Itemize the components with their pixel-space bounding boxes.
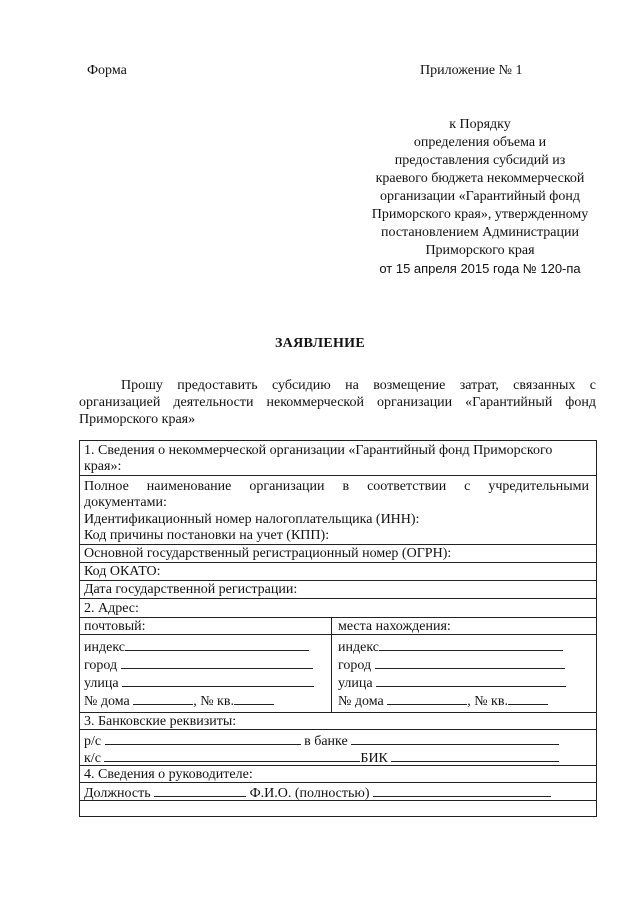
- kpp-field[interactable]: Код причины постановки на учет (КПП):: [84, 528, 330, 543]
- full-name-label-cont: документами:: [84, 495, 167, 510]
- okato-field[interactable]: Код ОКАТО:: [84, 564, 161, 579]
- postal-index-field[interactable]: [80, 638, 309, 656]
- postal-address-label: почтовый:: [84, 619, 146, 634]
- intro-paragraph: [79, 377, 596, 428]
- section-4-row: [80, 766, 596, 783]
- reference-line: Приморского края», утвержденному: [371, 207, 589, 222]
- street-label: улица: [338, 676, 373, 691]
- postal-index-blank[interactable]: [125, 638, 309, 651]
- location-street-blank[interactable]: [376, 674, 566, 687]
- location-street-field[interactable]: [334, 674, 566, 692]
- section-2-title: 2. Адрес:: [84, 601, 139, 616]
- postal-apt-blank[interactable]: [234, 692, 274, 705]
- intro-text: Прошу предоставить субсидию на возмещение затрат, связанных с организацией деятельности некоммерческой организации «Гарантийный фонд Приморского края»: [79, 378, 596, 427]
- address-column-divider: [331, 618, 332, 713]
- address-details-row: [80, 635, 596, 713]
- section-1-title: 1. Сведения о некоммерческой организации «Гарантийный фонд Приморского: [84, 443, 553, 458]
- position-blank[interactable]: [154, 784, 246, 797]
- postal-city-blank[interactable]: [121, 656, 313, 669]
- bik-label: БИК: [360, 751, 388, 766]
- location-address-label: места нахождения:: [338, 619, 451, 634]
- city-label: город: [84, 658, 118, 673]
- okato-row: [80, 563, 596, 581]
- reference-line: определения объема и: [413, 135, 547, 150]
- section-2-row: [80, 599, 596, 618]
- bank-label: в банке: [304, 734, 348, 749]
- bank-details-row: [80, 730, 596, 766]
- apt-label: , № кв.: [193, 694, 234, 709]
- reg-date-row: [80, 581, 596, 599]
- ks-label: к/с: [84, 751, 101, 766]
- ks-blank[interactable]: [104, 749, 360, 762]
- document-title: ЗАЯВЛЕНИЕ: [274, 336, 365, 351]
- fio-label: Ф.И.О. (полностью): [249, 786, 370, 801]
- location-house-field[interactable]: [334, 692, 548, 710]
- rs-field[interactable]: [80, 732, 559, 750]
- reference-line: краевого бюджета некоммерческой: [375, 171, 585, 186]
- reference-line: предоставления субсидий из: [394, 153, 566, 168]
- rs-label: р/с: [84, 734, 102, 749]
- location-city-blank[interactable]: [375, 656, 565, 669]
- postal-street-field[interactable]: [80, 674, 314, 692]
- form-label: Форма: [87, 63, 127, 78]
- org-details-row: [80, 476, 596, 545]
- section-1-title-cont: края»:: [84, 459, 122, 474]
- index-label: индекс: [338, 640, 379, 655]
- position-label: Должность: [84, 786, 151, 801]
- section-3-row: [80, 713, 596, 730]
- address-type-row: [80, 618, 596, 635]
- index-label: индекс: [84, 640, 125, 655]
- director-row: [80, 783, 596, 801]
- fio-blank[interactable]: [373, 784, 551, 797]
- decree-date-line: от 15 апреля 2015 года № 120-па: [379, 261, 581, 276]
- postal-house-blank[interactable]: [133, 692, 193, 705]
- postal-house-field[interactable]: [80, 692, 274, 710]
- section-1-row: [80, 441, 596, 476]
- postal-city-field[interactable]: [80, 656, 313, 674]
- full-name-label[interactable]: Полное наименование организации в соответствии с учредительными: [84, 479, 589, 494]
- appendix-reference: [330, 116, 630, 278]
- reference-line: организации «Гарантийный фонд: [379, 189, 580, 204]
- application-form-table: [79, 440, 597, 817]
- location-index-blank[interactable]: [379, 638, 563, 651]
- reference-line: Приморского края: [425, 243, 535, 258]
- city-label: город: [338, 658, 372, 673]
- ogrn-row: [80, 545, 596, 563]
- location-house-blank[interactable]: [387, 692, 467, 705]
- location-city-field[interactable]: [334, 656, 565, 674]
- reference-line: к Порядку: [449, 117, 511, 132]
- empty-row: [80, 801, 596, 816]
- apt-label: , № кв.: [467, 694, 508, 709]
- bik-blank[interactable]: [391, 749, 559, 762]
- street-label: улица: [84, 676, 119, 691]
- reference-line: постановлением Администрации: [381, 225, 579, 240]
- appendix-number: Приложение № 1: [420, 63, 523, 78]
- director-field[interactable]: [80, 784, 551, 802]
- ogrn-field[interactable]: Основной государственный регистрационный номер (ОГРН):: [84, 546, 452, 561]
- ks-field[interactable]: [80, 749, 559, 767]
- house-label: № дома: [338, 694, 384, 709]
- inn-field[interactable]: Идентификационный номер налогоплательщика (ИНН):: [84, 512, 420, 527]
- house-label: № дома: [84, 694, 130, 709]
- location-apt-blank[interactable]: [508, 692, 548, 705]
- section-3-title: 3. Банковские реквизиты:: [84, 714, 237, 729]
- section-4-title: 4. Сведения о руководителе:: [84, 767, 253, 782]
- postal-street-blank[interactable]: [122, 674, 314, 687]
- reg-date-field[interactable]: Дата государственной регистрации:: [84, 582, 298, 597]
- rs-blank[interactable]: [105, 732, 301, 745]
- location-index-field[interactable]: [334, 638, 563, 656]
- bank-blank[interactable]: [351, 732, 559, 745]
